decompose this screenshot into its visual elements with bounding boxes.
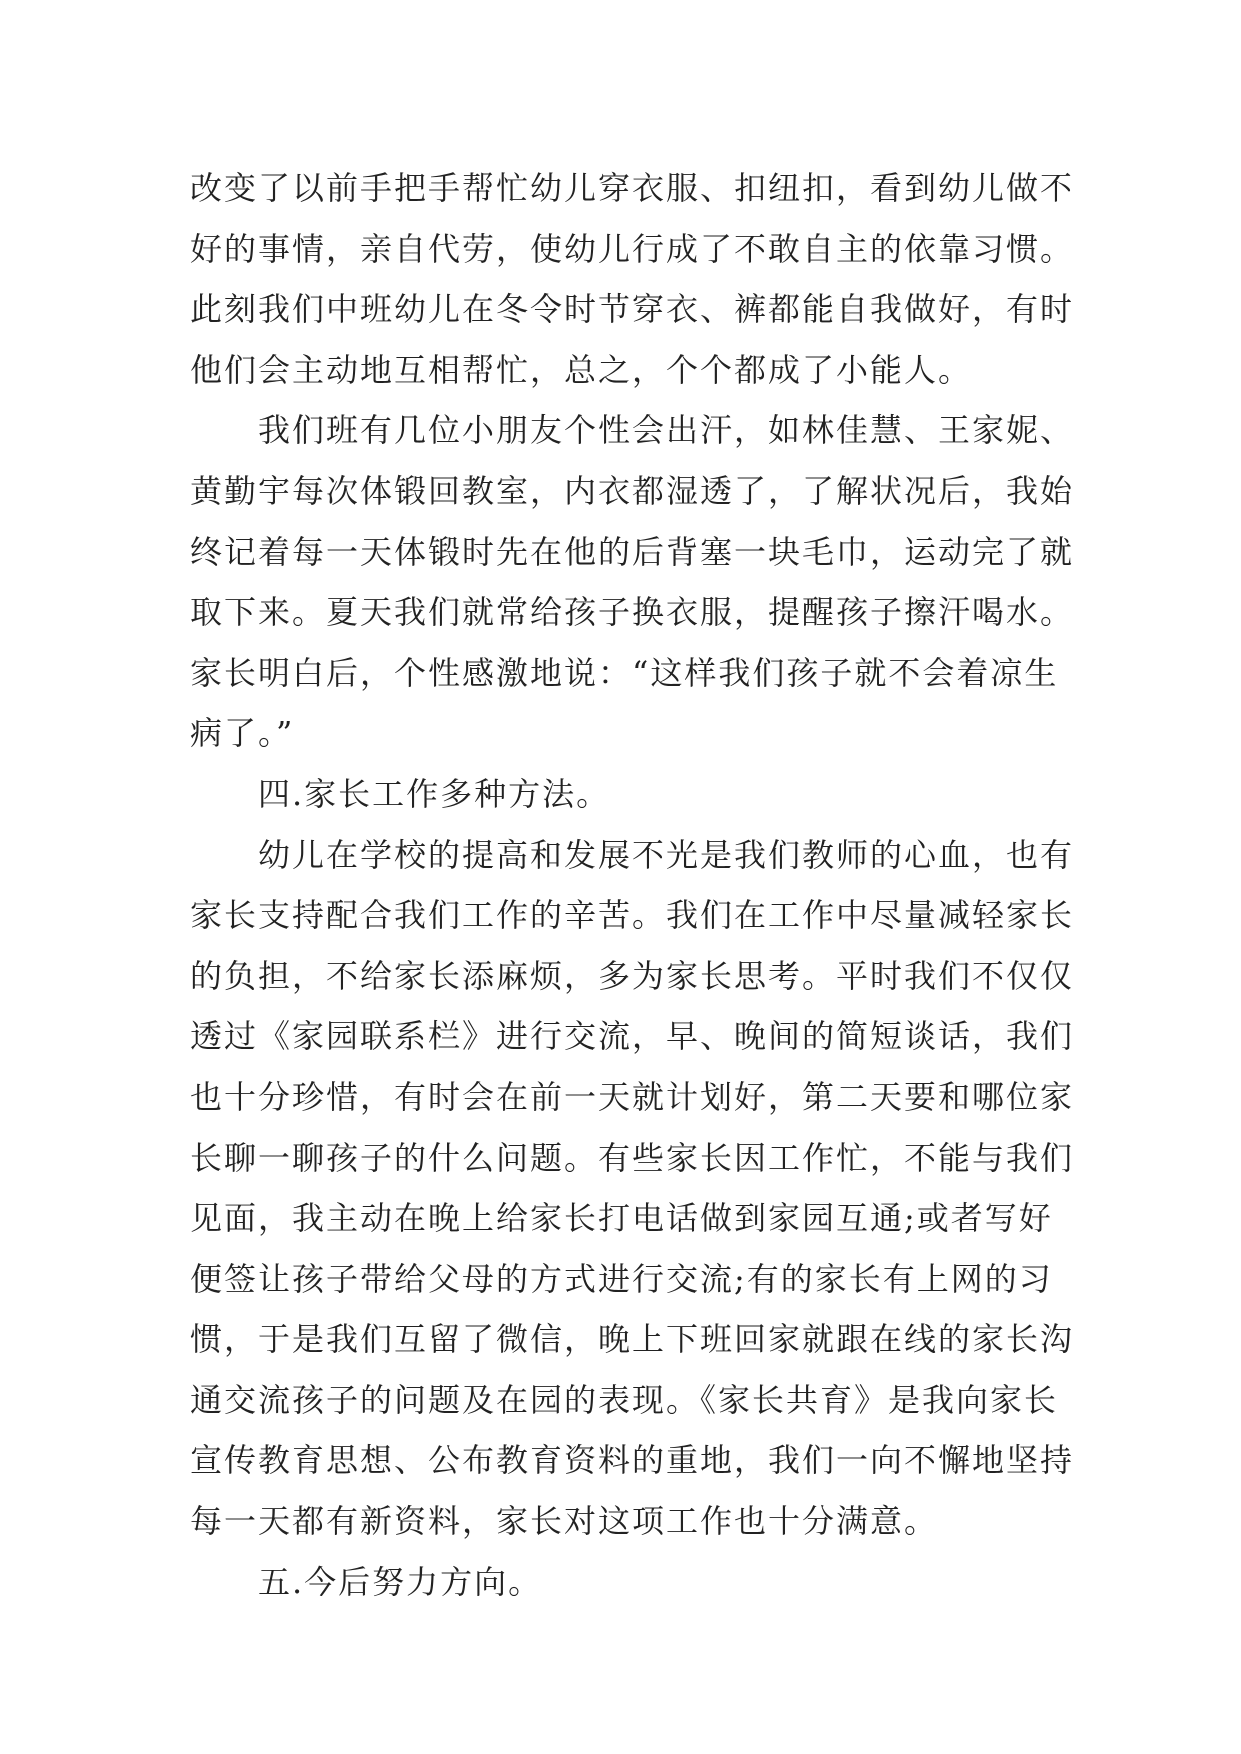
paragraph-start-line: 我们班有几位小朋友个性会出汗，如林佳慧、王家妮、: [258, 411, 1075, 450]
text-line: 终记着每一天体锻时先在他的后背塞一块毛巾，运动完了就: [190, 532, 1075, 571]
text-line: 惯，于是我们互留了微信，晚上下班回家就跟在线的家长沟: [190, 1320, 1075, 1359]
text-line: 家长明白后，个性感激地说：“这样我们孩子就不会着凉生: [190, 653, 1059, 692]
text-line: 病了。”: [190, 714, 295, 753]
text-line: 取下来。夏天我们就常给孩子换衣服，提醒孩子擦汗喝水。: [190, 593, 1075, 632]
text-line: 他们会主动地互相帮忙，总之，个个都成了小能人。: [190, 350, 973, 389]
text-line: 便签让孩子带给父母的方式进行交流;有的家长有上网的习: [190, 1259, 1053, 1298]
paragraph-start-line: 幼儿在学校的提高和发展不光是我们教师的心血，也有: [258, 835, 1075, 874]
text-line: 此刻我们中班幼儿在冬令时节穿衣、裤都能自我做好，有时: [190, 290, 1075, 329]
text-line: 宣传教育思想、公布教育资料的重地，我们一向不懈地坚持: [190, 1441, 1075, 1480]
text-line: 长聊一聊孩子的什么问题。有些家长因工作忙，不能与我们: [190, 1138, 1075, 1177]
text-line: 改变了以前手把手帮忙幼儿穿衣服、扣纽扣，看到幼儿做不: [190, 169, 1075, 207]
text-line: 黄勤宇每次体锻回教室，内衣都湿透了，了解状况后，我始: [190, 471, 1075, 510]
text-line: 的负担，不给家长添麻烦，多为家长思考。平时我们不仅仅: [190, 956, 1075, 995]
section-heading-5: 五.今后努力方向。: [258, 1562, 543, 1601]
section-heading-4: 四.家长工作多种方法。: [258, 774, 611, 813]
document-body: [190, 158, 1075, 1612]
text-line: 家长支持配合我们工作的辛苦。我们在工作中尽量减轻家长: [190, 896, 1075, 935]
text-line: 透过《家园联系栏》进行交流，早、晚间的简短谈话，我们: [190, 1017, 1075, 1056]
text-line: 见面，我主动在晚上给家长打电话做到家园互通;或者写好: [190, 1199, 1053, 1238]
text-line: 通交流孩子的问题及在园的表现。《家长共育》是我向家长: [190, 1380, 1059, 1419]
text-line: 每一天都有新资料，家长对这项工作也十分满意。: [190, 1502, 939, 1541]
text-line: 好的事情，亲自代劳，使幼儿行成了不敢自主的依靠习惯。: [190, 229, 1075, 268]
text-line: 也十分珍惜，有时会在前一天就计划好，第二天要和哪位家: [190, 1077, 1075, 1116]
